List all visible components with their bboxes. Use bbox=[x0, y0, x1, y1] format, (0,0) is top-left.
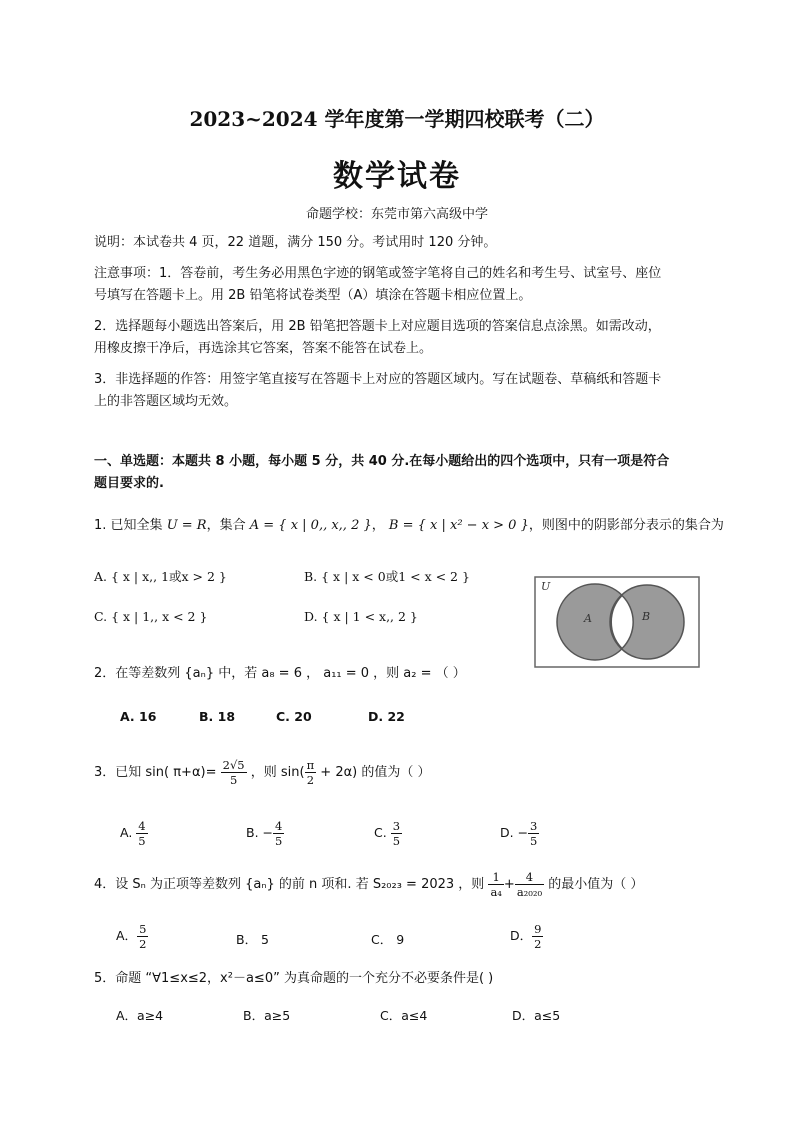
q3-option-b bbox=[246, 819, 284, 848]
q4-opt-a-num: 5 bbox=[139, 922, 147, 936]
q1-text-e: ， bbox=[371, 518, 385, 533]
section-heading-line-2: 题目要求的. bbox=[94, 476, 164, 491]
q4-option-b: B． 5 bbox=[236, 932, 270, 947]
q1-set-b: B = { x | x² − x > 0 } bbox=[388, 518, 529, 533]
q2-option-c: C. 20 bbox=[276, 709, 312, 724]
q4-fraction-2 bbox=[515, 870, 544, 899]
question-4-stem bbox=[94, 870, 643, 899]
notice-item-3-line-1: 3．非选择题的作答：用签字笔直接写在答题卡上对应的答题区域内。写在试题卷、草稿纸和答题卡 bbox=[94, 372, 662, 387]
q3-opt-b-frac bbox=[273, 819, 284, 848]
q1-text-c: ，集合 bbox=[206, 518, 246, 533]
q1-option-c: C. { x | 1,, x < 2 } bbox=[94, 609, 208, 624]
q2-option-a: A. 16 bbox=[120, 709, 157, 724]
question-3-stem bbox=[94, 758, 431, 787]
notice-item-2-line-2: 用橡皮擦干净后，再选涂其它答案，答案不能答在试卷上。 bbox=[94, 341, 433, 356]
q3-fraction-given bbox=[221, 758, 247, 787]
q3-opt-a-frac bbox=[136, 819, 147, 848]
q3-opt-a-num: 4 bbox=[138, 819, 146, 833]
q3-option-d bbox=[500, 819, 539, 848]
venn-label-b: B bbox=[642, 610, 651, 623]
q3-frac-den: 5 bbox=[229, 773, 238, 787]
q4-frac1-den: a₄ bbox=[490, 885, 502, 899]
q4-text-b: 的最小值为（ ） bbox=[548, 877, 644, 892]
q2-option-d: D. 22 bbox=[368, 709, 405, 724]
q5-option-c: C．a≤4 bbox=[380, 1008, 428, 1023]
q4-frac1-num: 1 bbox=[488, 870, 503, 885]
exam-title: 2023~2024 学年度第一学期四校联考（二） bbox=[189, 107, 605, 131]
venn-label-u: U bbox=[541, 580, 551, 593]
q4-opt-a-frac bbox=[137, 922, 148, 951]
q4-opt-d-num: 9 bbox=[534, 922, 542, 936]
q1-text-g: ，则图中的阴影部分表示的集合为 bbox=[528, 518, 724, 533]
q3-opt-c-den: 5 bbox=[392, 834, 401, 848]
q3-opt-b-num: 4 bbox=[275, 819, 283, 833]
q3-opt-b-den: 5 bbox=[275, 834, 283, 848]
q4-opt-d-label: D． bbox=[510, 928, 533, 943]
question-2-stem: 2．在等差数列 {aₙ} 中，若 a₈ = 6 ， a₁₁ = 0 ，则 a₂ = （ ） bbox=[94, 666, 466, 681]
subject-title: 数学试卷 bbox=[333, 159, 461, 194]
q4-opt-d-frac bbox=[532, 922, 543, 951]
question-5-stem: 5．命题 “∀1≤x≤2，x²－a≤0” 为真命题的一个充分不必要条件是( ) bbox=[94, 971, 494, 986]
q5-option-d: D．a≤5 bbox=[512, 1008, 561, 1023]
q4-opt-a-label: A． bbox=[116, 928, 138, 943]
q1-option-a: A. { x | x,, 1或x > 2 } bbox=[94, 569, 227, 584]
venn-diagram bbox=[534, 576, 700, 668]
q4-plus: + bbox=[503, 877, 515, 892]
q1-text-a: 1. 已知全集 bbox=[94, 518, 163, 533]
q5-option-a: A．a≥4 bbox=[116, 1008, 164, 1023]
notice-item-3-line-2: 上的非答题区域均无效。 bbox=[94, 394, 238, 409]
q4-option-a bbox=[116, 922, 148, 951]
q4-option-d bbox=[510, 922, 543, 951]
q1-option-d: D. { x | 1 < x,, 2 } bbox=[304, 609, 418, 624]
q5-option-b: B．a≥5 bbox=[243, 1008, 291, 1023]
venn-label-a: A bbox=[584, 612, 592, 625]
q4-opt-d-den: 2 bbox=[534, 937, 542, 951]
q1-set-a: A = { x | 0,, x,, 2 } bbox=[249, 518, 372, 533]
q3-opt-d-frac bbox=[528, 819, 539, 848]
q3-opt-b-label: B. − bbox=[246, 825, 273, 840]
q3-option-c bbox=[374, 819, 402, 848]
q3-text-c: + 2α) 的值为（ ） bbox=[320, 765, 431, 780]
q1-option-b: B. { x | x < 0或1 < x < 2 } bbox=[304, 569, 470, 584]
notice-item-2-line-1: 2．选择题每小题选出答案后，用 2B 铅笔把答题卡上对应题目选项的答案信息点涂黑。如需改动， bbox=[94, 319, 661, 334]
q3-frac2-num: π bbox=[306, 758, 315, 772]
question-1-stem bbox=[94, 514, 724, 533]
q3-opt-d-label: D. − bbox=[500, 825, 529, 840]
q1-universal-set: U = R bbox=[166, 518, 207, 533]
q3-opt-d-den: 5 bbox=[530, 834, 538, 848]
q3-text-b: ，则 sin( bbox=[250, 765, 305, 780]
notice-item-1-line-2: 号填写在答题卡上。用 2B 铅笔将试卷类型（A）填涂在答题卡相应位置上。 bbox=[94, 288, 532, 303]
q4-opt-a-den: 2 bbox=[139, 937, 147, 951]
notice-item-1-line-1: 注意事项：1．答卷前，考生务必用黑色字迹的钢笔或签字笔将自己的姓名和考生号、试室号、座位 bbox=[94, 266, 662, 281]
q4-fraction-1 bbox=[488, 870, 503, 899]
exam-note: 说明：本试卷共 4 页，22 道题，满分 150 分。考试用时 120 分钟。 bbox=[94, 235, 497, 250]
school-line: 命题学校：东莞市第六高级中学 bbox=[305, 207, 488, 222]
q4-frac2-num: 4 bbox=[515, 870, 544, 885]
q4-option-c: C． 9 bbox=[371, 932, 405, 947]
q3-opt-c-num: 3 bbox=[392, 819, 401, 833]
q4-text-a: 4．设 Sₙ 为正项等差数列 {aₙ} 的前 n 项和. 若 S₂₀₂₃ = 2023 ，则 bbox=[94, 877, 485, 892]
q2-option-b: B. 18 bbox=[199, 709, 236, 724]
q3-opt-a-label: A. bbox=[120, 825, 133, 840]
q3-frac2-den: 2 bbox=[306, 773, 315, 787]
q3-text-a: 3．已知 sin( π+α)= bbox=[94, 765, 217, 780]
q3-option-a bbox=[120, 819, 148, 848]
q3-opt-a-den: 5 bbox=[138, 834, 146, 848]
q3-fraction-pi bbox=[305, 758, 317, 787]
q3-opt-c-label: C. bbox=[374, 825, 387, 840]
q3-opt-d-num: 3 bbox=[530, 819, 538, 833]
q3-frac-num: 2√5 bbox=[222, 758, 245, 772]
section-heading-line-1: 一、单选题：本题共 8 小题，每小题 5 分，共 40 分.在每小题给出的四个选项中，只有一项是符合 bbox=[94, 454, 670, 469]
q4-frac2-den: a₂₀₂₀ bbox=[516, 885, 543, 899]
q3-opt-c-frac bbox=[391, 819, 402, 848]
